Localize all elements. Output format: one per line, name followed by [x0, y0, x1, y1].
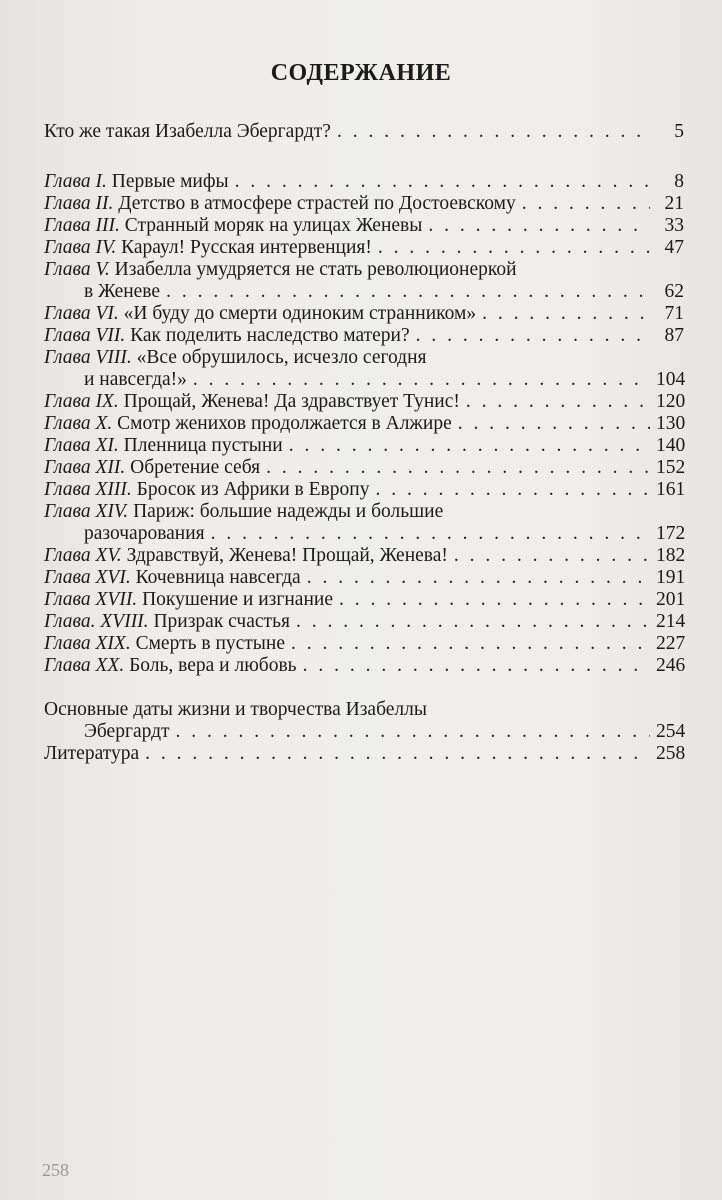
entry-page: 33 [664, 215, 684, 236]
page-number: 258 [42, 1160, 69, 1180]
chapter-label: Глава XIX. [44, 633, 131, 654]
chapter-label: Глава III. [44, 215, 120, 236]
chapter-label: Глава XII. [44, 457, 126, 478]
entry-title: Париж: большие надежды и большие [133, 501, 444, 522]
page-title: СОДЕРЖАНИЕ [270, 60, 452, 86]
toc-entry [44, 696, 684, 746]
entry-page: 5 [674, 121, 684, 142]
chapter-label: Глава IX. [44, 391, 119, 412]
entry-title: Странный моряк на улицах Женевы [124, 215, 423, 236]
entry-title: Караул! Русская интервенция! [121, 237, 372, 258]
chapter-label: Глава XVII. [44, 589, 138, 610]
entry-title: Детство в атмосфере страстей по Достоевскому [118, 193, 516, 214]
entry-page: 201 [656, 589, 686, 610]
entry-title: Покушение и изгнание [142, 589, 333, 610]
toc-entry [44, 256, 684, 306]
entry-page: 227 [656, 633, 686, 654]
entry-page: 161 [656, 479, 686, 500]
chapter-label: Глава VI. [44, 303, 119, 324]
entry-title-continued: разочарования [84, 523, 205, 544]
entry-title-continued: и навсегда!» [84, 369, 187, 390]
entry-title-continued: Эбергардт [84, 721, 170, 742]
chapter-label: Глава XI. [44, 435, 119, 456]
entry-title: Бросок из Африки в Европу [136, 479, 370, 500]
entry-title: Призрак счастья [153, 611, 290, 632]
leader-dots [145, 740, 650, 768]
chapter-label: Глава XIV. [44, 501, 129, 522]
entry-title: Как поделить наследство матери? [130, 325, 410, 346]
entry-title-continued: в Женеве [84, 281, 161, 302]
entry-title: Смотр женихов продолжается в Алжире [117, 413, 452, 434]
entry-title: Основные даты жизни и творчества Изабеллы [44, 699, 427, 720]
entry-title: Здравствуй, Женева! Прощай, Женева! [126, 545, 448, 566]
leader-dots [337, 118, 650, 146]
entry-page: 104 [656, 369, 686, 390]
entry-title: Боль, вера и любовь [129, 655, 297, 676]
chapter-label: Глава II. [44, 193, 114, 214]
chapter-label: Глава IV. [44, 237, 117, 258]
chapter-label: Глава I. [44, 171, 107, 192]
entry-title: Первые мифы [111, 171, 229, 192]
toc-entry [44, 740, 684, 768]
chapter-label: Глава VIII. [44, 347, 132, 368]
toc-entry [44, 498, 684, 548]
entry-page: 87 [664, 325, 684, 346]
entry-page: 191 [656, 567, 686, 588]
entry-title: Литература [44, 743, 140, 764]
leader-dots [303, 652, 650, 680]
entry-title: Смерть в пустыне [135, 633, 285, 654]
entry-title: Кто же такая Изабелла Эбергардт? [44, 121, 331, 142]
chapter-label: Глава XX. [44, 655, 125, 676]
entry-page: 258 [656, 743, 686, 764]
entry-page: 182 [656, 545, 686, 566]
entry-page: 47 [664, 237, 684, 258]
entry-page: 140 [656, 435, 686, 456]
entry-title: Прощай, Женева! Да здравствует Тунис! [123, 391, 460, 412]
entry-title: «И буду до смерти одиноким странником» [123, 303, 477, 324]
entry-page: 246 [656, 655, 686, 676]
chapter-label: Глава VII. [44, 325, 126, 346]
entry-page: 254 [656, 721, 686, 742]
toc-entry [44, 344, 684, 394]
chapter-label: Глава XV. [44, 545, 122, 566]
entry-title: Пленница пустыни [123, 435, 283, 456]
toc-entry [44, 652, 684, 680]
entry-page: 214 [656, 611, 686, 632]
entry-page: 21 [664, 193, 684, 214]
entry-title: Обретение себя [130, 457, 261, 478]
entry-page: 8 [674, 171, 684, 192]
chapter-label: Глава XIII. [44, 479, 132, 500]
entry-page: 71 [664, 303, 684, 324]
chapter-label: Глава V. [44, 259, 110, 280]
entry-page: 172 [656, 523, 686, 544]
entry-title: Изабелла умудряется не стать революционеркой [114, 259, 517, 280]
entry-page: 130 [656, 413, 686, 434]
entry-page: 152 [656, 457, 686, 478]
chapter-label: Глава. XVIII. [44, 611, 149, 632]
entry-title: Кочевница навсегда [135, 567, 301, 588]
chapter-label: Глава X. [44, 413, 113, 434]
entry-page: 62 [664, 281, 684, 302]
chapter-label: Глава XVI. [44, 567, 131, 588]
toc-entry [44, 118, 684, 146]
entry-page: 120 [656, 391, 686, 412]
entry-title: «Все обрушилось, исчезло сегодня [136, 347, 427, 368]
